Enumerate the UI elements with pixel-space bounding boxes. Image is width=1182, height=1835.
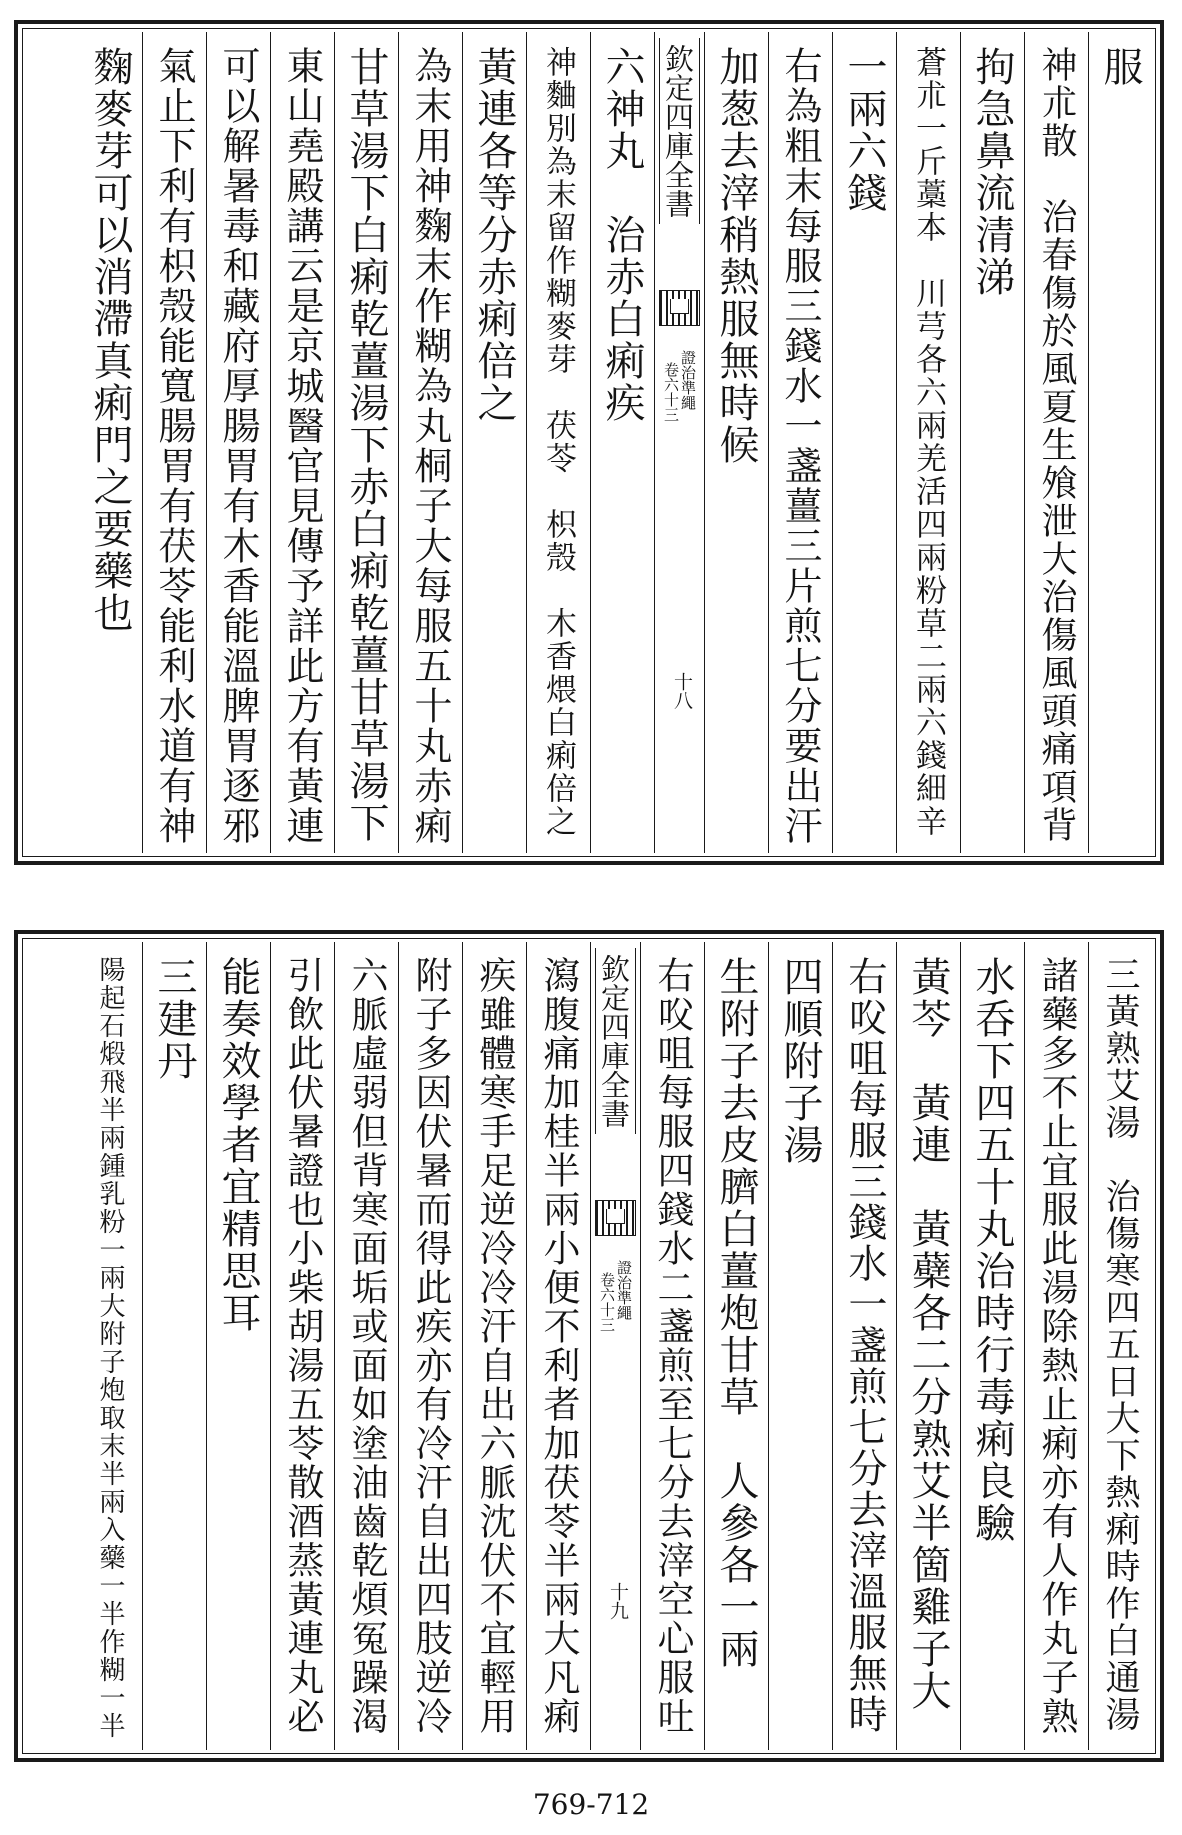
text-column: 三建丹	[142, 942, 206, 1750]
page-bottom-columns	[26, 942, 1152, 1750]
gutter-volume: 卷六十三	[598, 1272, 616, 1332]
fishtail-mark-icon	[595, 1200, 636, 1236]
text-column: 引飲此伏暑證也小柴胡湯五苓散酒蒸黃連丸必	[270, 942, 334, 1750]
text-column: 為末用神麴末作糊為丸桐子大每服五十丸赤痢	[398, 32, 462, 853]
text-column: 右㕮咀每服三錢水一盞煎七分去滓溫服無時	[832, 942, 896, 1750]
text-column: 水呑下四五十丸治時行毒痢良驗	[960, 942, 1024, 1750]
text-column: 東山堯殿講云是京城醫官見傳予詳此方有黃連	[270, 32, 334, 853]
text-column: 神麯別為末留作糊麥芽 茯苓 枳殼 木香煨白痢倍之	[526, 32, 590, 853]
fishtail-mark-icon	[659, 290, 700, 326]
text-column: 右為粗末每服三錢水一盞薑三片煎七分要出汗	[768, 32, 832, 853]
text-column: 甘草湯下白痢乾薑湯下赤白痢乾薑甘草湯下	[334, 32, 398, 853]
gutter-title: 欽定四庫全書	[659, 38, 700, 224]
text-column: 能奏效學者宜精思耳	[206, 942, 270, 1750]
gutter-page-number: 十八	[671, 672, 693, 710]
text-column: 一兩六錢	[832, 32, 896, 853]
text-column: 附子多因伏暑而得此疾亦有冷汗自出四肢逆冷	[398, 942, 462, 1750]
gutter-volume: 卷六十三	[662, 362, 680, 422]
text-column: 右㕮咀每服四錢水二盞煎至七分去滓空心服吐	[640, 942, 704, 1750]
text-column: 黃芩 黃連 黃蘗各二分熟艾半箇雞子大	[896, 942, 960, 1750]
gutter-book-name: 證治準繩	[615, 1260, 633, 1320]
text-column: 生附子去皮臍白薑炮甘草 人參各一兩	[704, 942, 768, 1750]
text-column: 瀉腹痛加桂半兩小便不利者加茯苓半兩大凡痢	[526, 942, 590, 1750]
text-column: 疾雖體寒手足逆冷冷汗自出六脈沈伏不宜輕用	[462, 942, 526, 1750]
text-column: 陽起石煅飛半兩鍾乳粉一兩大附子炮取末半兩入藥一半作糊一半	[95, 956, 125, 1740]
text-column: 氣止下利有枳殼能寬腸胃有茯苓能利水道有神	[142, 32, 206, 853]
page-code: 769-712	[532, 1788, 650, 1821]
text-column: 蒼朮一斤藁本 川芎各六兩羌活四兩粉草二兩六錢細辛	[896, 32, 960, 853]
gutter-title: 欽定四庫全書	[595, 948, 636, 1134]
page-bottom	[14, 930, 1164, 1762]
text-column: 加葱去滓稍熱服無時候	[704, 32, 768, 853]
text-column: 黃連各等分赤痢倍之	[462, 32, 526, 853]
text-column: 諸藥多不止宜服此湯除熱止痢亦有人作丸子熟	[1024, 942, 1088, 1750]
page-top	[14, 20, 1164, 865]
text-column: 拘急鼻流清涕	[960, 32, 1024, 853]
text-column: 麴麥芽可以消滯真痢門之要藥也	[87, 46, 133, 634]
text-column: 三黃熟艾湯 治傷寒四五日大下熱痢時作白通湯	[1088, 942, 1152, 1750]
center-gutter	[654, 32, 704, 853]
text-column: 四順附子湯	[768, 942, 832, 1750]
text-column: 六神丸 治赤白痢疾	[590, 32, 654, 853]
gutter-book-name: 證治準繩	[679, 350, 697, 410]
text-column: 服	[1088, 32, 1152, 853]
text-column: 神朮散 治春傷於風夏生飧泄大治傷風頭痛項背	[1024, 32, 1088, 853]
gutter-page-number: 十九	[607, 1582, 629, 1620]
center-gutter	[590, 942, 640, 1750]
page-top-columns	[26, 32, 1152, 853]
text-column: 六脈虛弱但背寒面垢或面如塗油齒乾煩冤躁渴	[334, 942, 398, 1750]
text-column: 可以解暑毒和藏府厚腸胃有木香能溫脾胃逐邪	[206, 32, 270, 853]
